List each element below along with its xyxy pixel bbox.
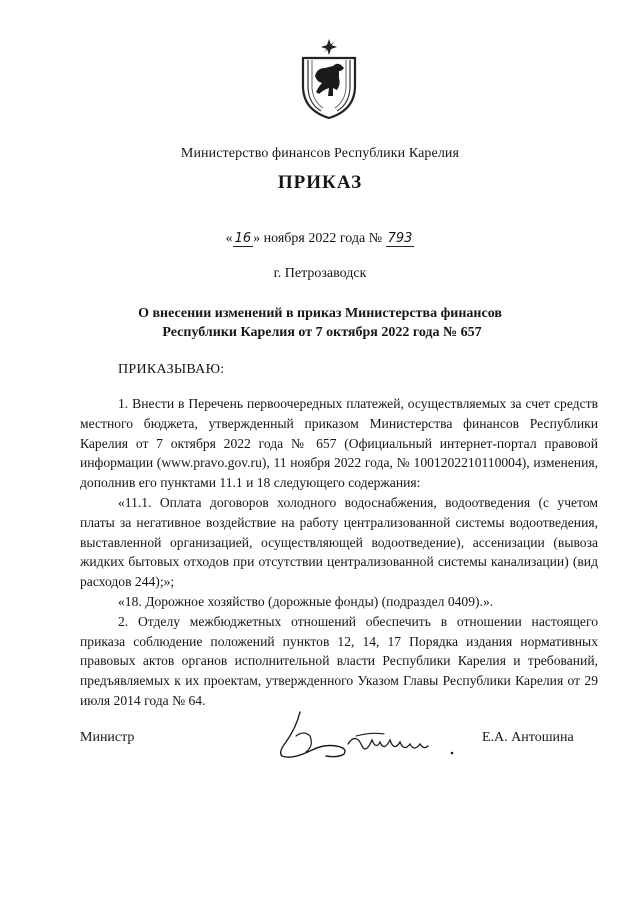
paragraph-2: 2. Отделу межбюджетных отношений обеспечить в отношении настоящего приказа соблюдение положений пунктов 12, 14, 17 Порядка издания нормативных правовых актов органов исполнительной власти Республики Карелия и требований, предъявляемых к их проектам, утвержденного Указом Главы Республики Карелия от 29 июля 2014 года № 64. — [80, 613, 598, 708]
paragraph-item-18: «18. Дорожное хозяйство (дорожные фонды) (подраздел 0409).». — [118, 593, 494, 609]
signature-block — [0, 700, 640, 780]
date-open-quote: « — [225, 231, 233, 246]
paragraph-item-11-1: «11.1. Оплата договоров холодного водоснабжения, водоотведения (с учетом платы за негативное воздействие на работу централизованной системы водоотведения, выставленной организацией, осуществляющей водоотведение), ассенизации (вывоза жидких бытовых отходов при отсутствии централизованной системы канализации) (вид расходов 244);»; — [80, 494, 598, 590]
order-number: 793 — [387, 231, 413, 246]
subject-line-2: Республики Карелия от 7 октября 2022 года № 657 — [162, 325, 482, 340]
order-subject — [0, 304, 640, 342]
document-title: ПРИКАЗ — [277, 172, 363, 193]
date-month-year: » ноября 2022 года № — [253, 231, 383, 246]
order-day: 16 — [234, 231, 252, 246]
signatory-position: Министр — [80, 730, 135, 745]
karelia-coat-of-arms-icon — [297, 38, 361, 120]
city-line: г. Петрозаводск — [273, 266, 367, 281]
signatory-name: Е.А. Антошина — [482, 730, 574, 745]
order-date-line — [0, 231, 640, 247]
paragraph-1: 1. Внести в Перечень первоочередных платежей, осуществляемых за счет средств местного бюджета, утвержденный приказом Министерства финансов Республики Карелия от 7 октября 2022 года № 657 (Официальный интернет-портал правовой информации (www.pravo.gov.ru), 11 ноября 2022 года, № 1001202210110004), изменения, дополнив его пунктами 11.1 и 18 следующего содержания: — [80, 396, 598, 491]
subject-line-1: О внесении изменений в приказ Министерства финансов — [138, 306, 502, 321]
handwritten-signature — [252, 706, 472, 766]
order-directive: ПРИКАЗЫВАЮ: — [118, 362, 225, 377]
order-body — [80, 394, 598, 711]
ministry-name: Министерство финансов Республики Карелия — [180, 146, 460, 161]
